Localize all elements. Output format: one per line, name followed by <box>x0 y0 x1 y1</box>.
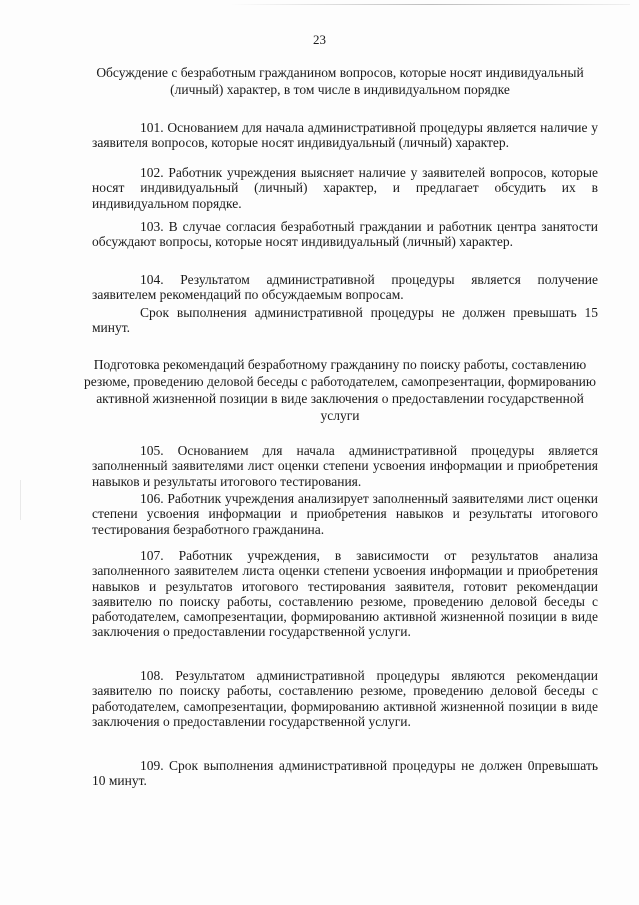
paragraph-107: 107. Работник учреждения, в зависимости от результатов анализа заполненного заявителем листа оценки степени усвоения информации и приобретения навыков и результатов итогового тестирования заявителя, готовит рекомендации заявителю по поиску работы, составлению резюме, проведению деловой беседы с работодателем, самопрезентации, формированию активной жизненной позиции в виде заключения о предоставлении государственной услуги. <box>92 548 598 640</box>
paragraph-103: 103. В случае согласия безработный граждании и работник центра занятости обсуждают вопросы, которые носят индивидуальный (личный) характер. <box>92 219 598 250</box>
paragraph-105: 105. Основанием для начала административной процедуры является заполненный заявителями лист оценки степени усвоения информации и приобретения навыков и результаты итогового тестирования. <box>92 443 598 489</box>
scan-edge-line <box>230 4 630 5</box>
paragraph-109: 109. Срок выполнения административной процедуры не должен 0превышать 10 минут. <box>92 758 598 789</box>
section-heading-recommendations: Подготовка рекомендаций безработному гражданину по поиску работы, составлению резюме, проведению деловой беседы с работодателем, самопрезентации, формированию активной жизненной позиции в виде заключения о предоставлении государственной услуги <box>83 357 596 423</box>
paragraph-102: 102. Работник учреждения выясняет наличие у заявителей вопросов, которые носят индивидуальный (личный) характер, и предлагает обсудить их в индивидуальном порядке. <box>92 165 598 211</box>
paragraph-108: 108. Результатом административной процедуры являются рекомендации заявителю по поиску работы, составлению резюме, проведению деловой беседы с работодателем, самопрезентации, формированию активной жизненной позиции в виде заключения о предоставлении государственной услуги. <box>92 668 598 729</box>
paragraph-104: 104. Результатом административной процедуры является получение заявителем рекомендаций по обсуждаемым вопросам. <box>92 272 598 303</box>
page-number: 23 <box>313 32 326 47</box>
section-heading-discussion: Обсуждение с безработным гражданином вопросов, которые носят индивидуальный (личный) характер, в том числе в индивидуальном порядке <box>96 65 584 97</box>
paragraph-101: 101. Основанием для начала административной процедуры является наличие у заявителя вопросов, которые носят индивидуальный (личный) характер. <box>92 120 598 151</box>
paragraph-deadline-15-min: Срок выполнения административной процедуры не должен превышать 15 минут. <box>92 305 598 336</box>
scan-artifact <box>20 480 21 520</box>
paragraph-106: 106. Работник учреждения анализирует заполненный заявителями лист оценки степени усвоения информации и приобретения навыков и результаты итогового тестирования безработного гражданина. <box>92 491 598 537</box>
